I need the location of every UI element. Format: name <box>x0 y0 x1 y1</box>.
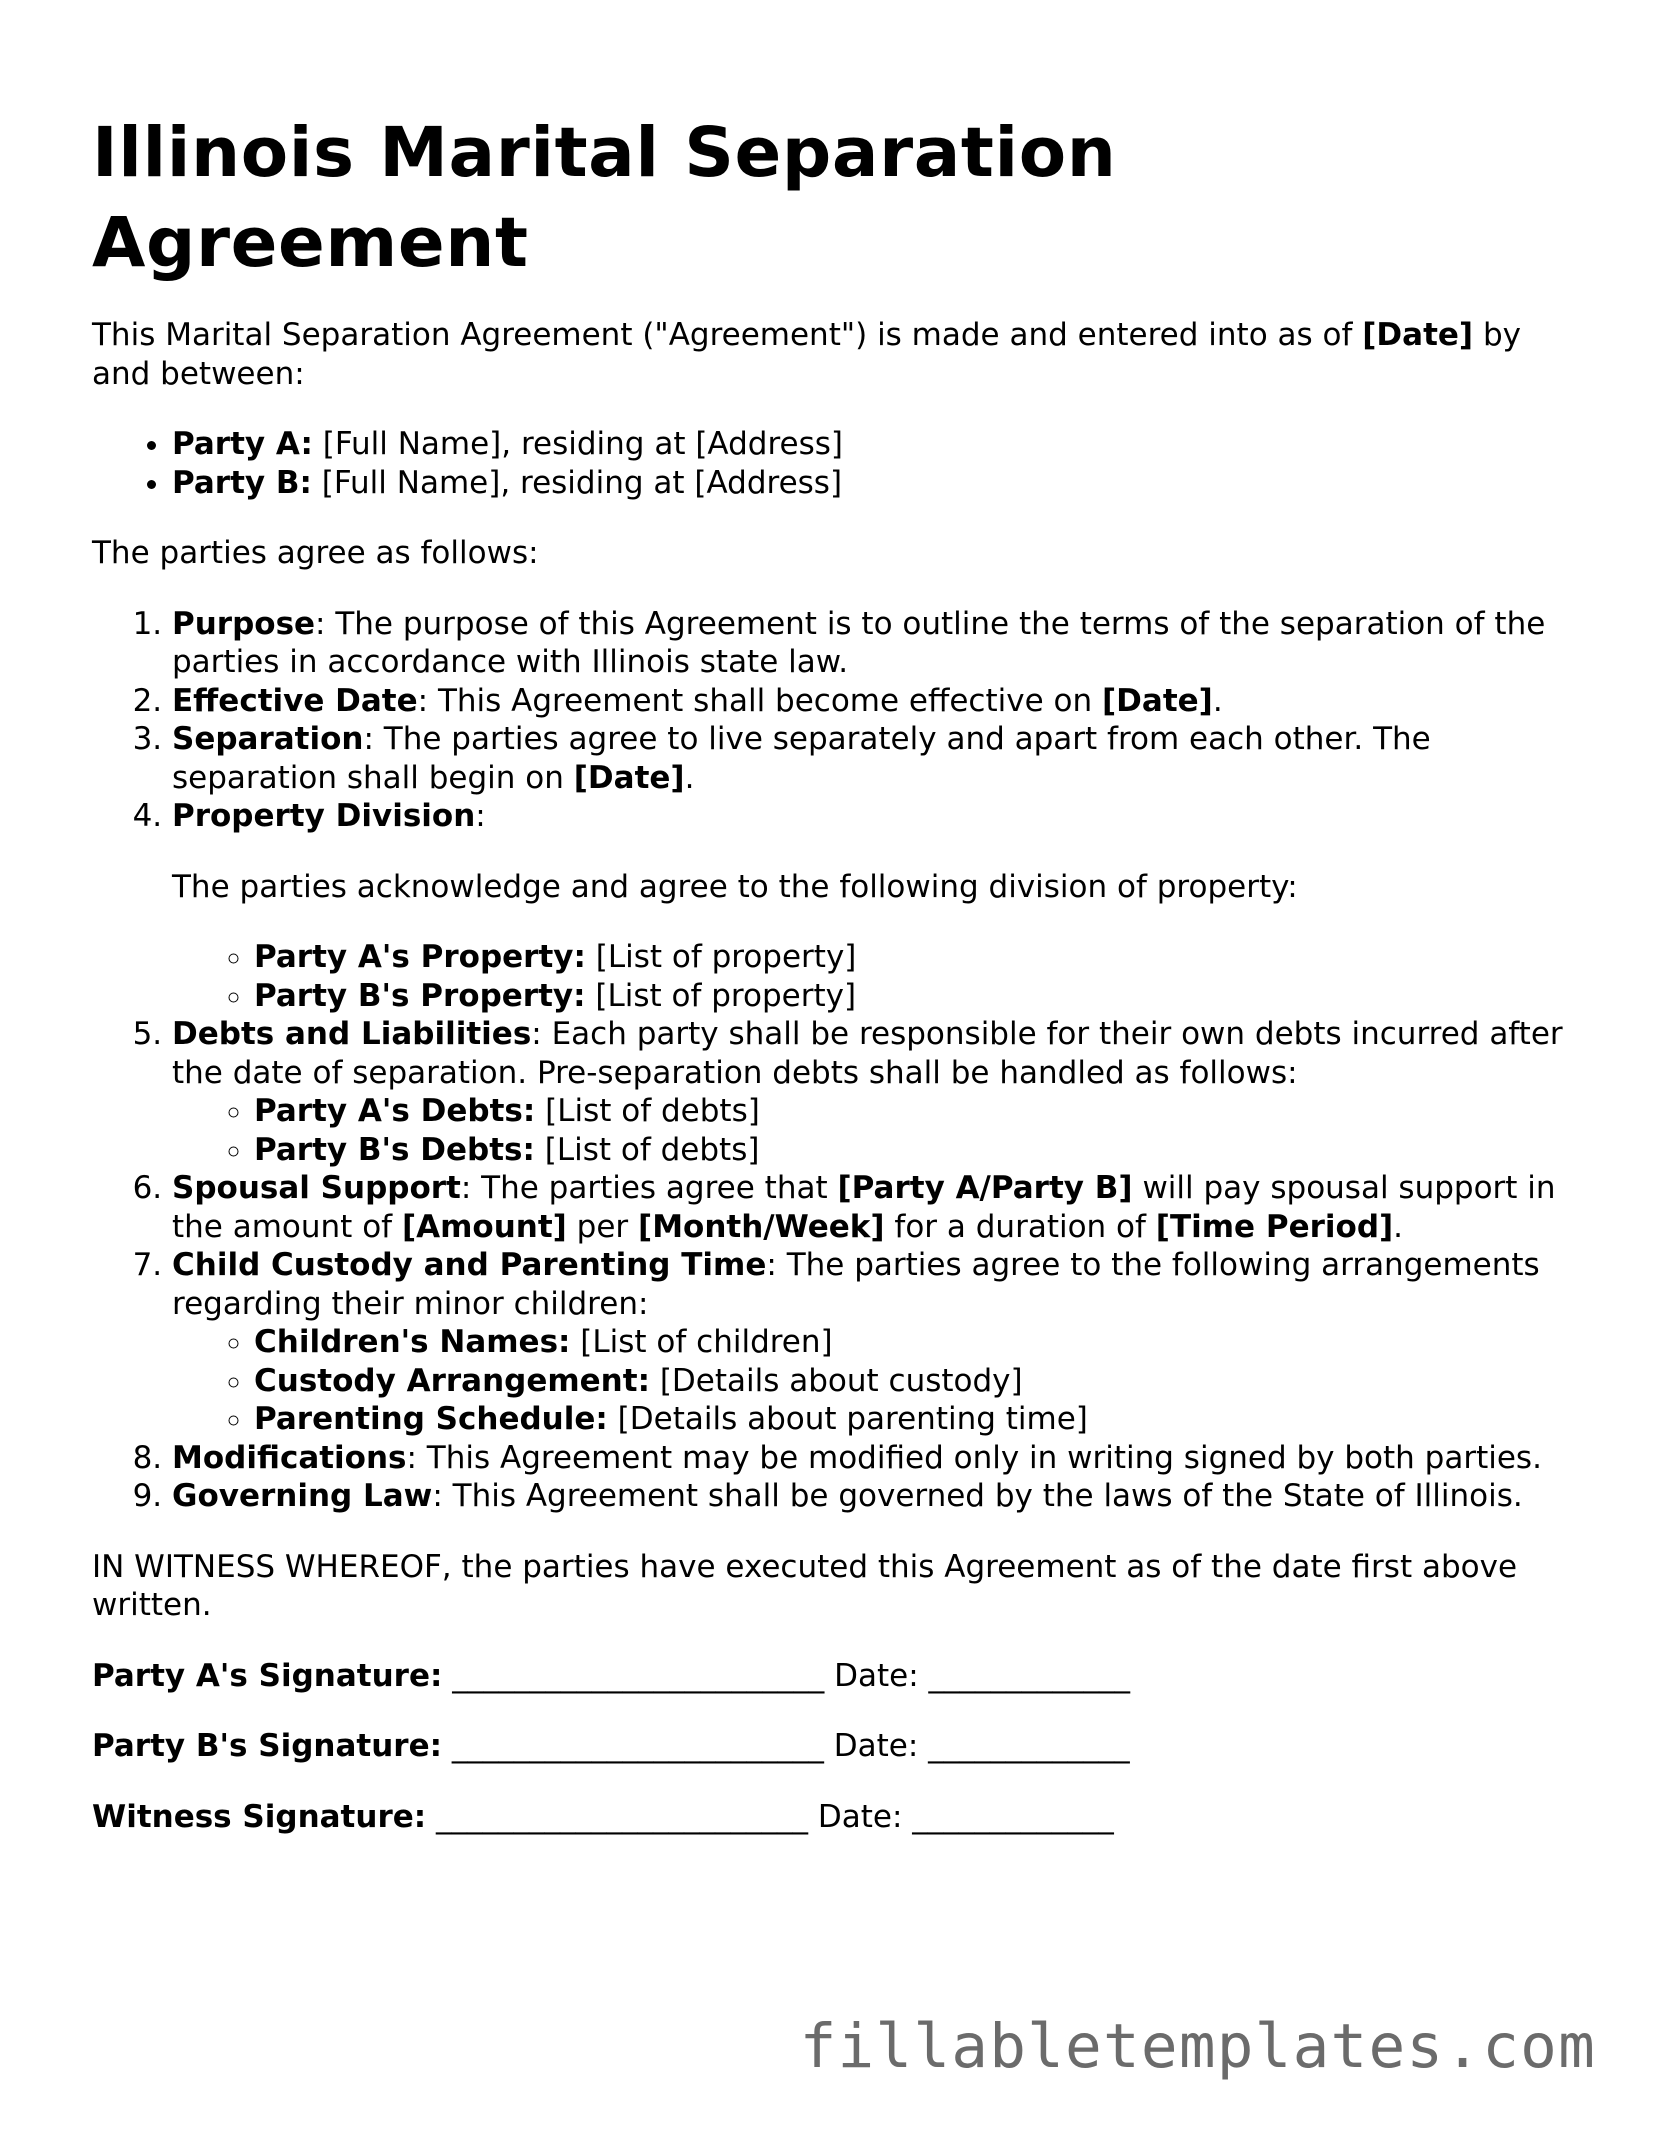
effective-date-placeholder: [Date] <box>1102 682 1213 719</box>
signature-party-b-line[interactable]: ________________________ <box>442 1728 834 1764</box>
custody-item-schedule-text: [Details about parenting time] <box>607 1401 1088 1437</box>
signature-party-a-date-label: Date: <box>834 1657 919 1694</box>
term-modifications-text: : This Agreement may be modified only in writing signed by both parties. <box>406 1439 1542 1476</box>
support-duration-placeholder: [Time Period] <box>1155 1208 1394 1245</box>
term-purpose <box>172 605 1572 682</box>
intro-text-end: by and between: <box>92 317 1521 392</box>
signature-witness-label: Witness Signature: <box>92 1798 427 1835</box>
term-governing-law <box>172 1477 1572 1516</box>
custody-item-schedule-label: Parenting Schedule: <box>254 1401 608 1437</box>
support-frequency-placeholder: [Month/Week] <box>638 1208 885 1245</box>
term-purpose-label: Purpose <box>172 605 316 642</box>
custody-item-schedule <box>254 1400 1572 1439</box>
term-modifications-label: Modifications <box>172 1439 407 1476</box>
term-property-colon: : <box>475 798 486 834</box>
property-item-b <box>254 977 1572 1016</box>
property-item-a-text: [List of property] <box>585 939 857 975</box>
term-effective-date-end: . <box>1212 682 1223 719</box>
term-modifications <box>172 1439 1572 1478</box>
debts-item-b-text: [List of debts] <box>534 1131 760 1168</box>
custody-item-children-label: Children's Names: <box>254 1324 571 1360</box>
party-a-label: Party A: <box>172 426 313 462</box>
debts-sublist <box>172 1092 1572 1169</box>
agree-paragraph: The parties agree as follows: <box>92 535 539 571</box>
term-custody-text: : The parties agree to the following arrangements regarding their minor children: <box>172 1247 1540 1322</box>
term-governing-law-text: : This Agreement shall be governed by the laws of the State of Illinois. <box>432 1478 1523 1514</box>
signature-witness-date-label: Date: <box>817 1798 903 1835</box>
support-amount-placeholder: [Amount] <box>401 1208 567 1245</box>
term-separation-text: : The parties agree to live separately and apart from each other. The separation shall begin on <box>172 721 1431 796</box>
witness-paragraph: IN WITNESS WHEREOF, the parties have executed this Agreement as of the date first above written. <box>92 1548 1518 1623</box>
term-purpose-text: : The purpose of this Agreement is to outline the terms of the separation of the parties in accordance with Illinois state law. <box>172 605 1546 680</box>
property-paragraph: The parties acknowledge and agree to the following division of property: <box>172 868 1298 905</box>
separation-date-placeholder: [Date] <box>573 759 685 796</box>
signature-party-b-date-line[interactable]: _____________ <box>918 1728 1130 1764</box>
support-text-3: per <box>566 1208 639 1245</box>
signature-row-party-b <box>92 1727 1572 1766</box>
custody-sublist <box>172 1323 1572 1439</box>
intro-paragraph <box>92 316 1572 393</box>
property-sublist <box>172 938 1572 1015</box>
document <box>92 108 1572 1836</box>
signature-witness-date-line[interactable]: _____________ <box>902 1798 1114 1835</box>
term-child-custody <box>172 1246 1572 1439</box>
signature-party-a-label: Party A's Signature: <box>92 1657 443 1694</box>
debts-item-a <box>254 1092 1572 1131</box>
watermark-text: fillabletemplates.com <box>799 2011 1596 2082</box>
debts-item-b <box>254 1131 1572 1170</box>
debts-item-a-text: [List of debts] <box>535 1093 760 1129</box>
term-effective-date-label: Effective Date <box>172 682 418 719</box>
intro-text: This Marital Separation Agreement ("Agreement") is made and entered into as of <box>92 317 1363 353</box>
party-b-item <box>172 464 1572 503</box>
signature-witness-line[interactable]: ________________________ <box>426 1798 818 1835</box>
term-custody-label: Child Custody and Parenting Time <box>172 1247 767 1283</box>
term-separation-end: . <box>684 759 695 796</box>
custody-item-arrangement-label: Custody Arrangement: <box>254 1362 650 1399</box>
support-text-1: : The parties agree that <box>460 1170 838 1206</box>
term-effective-date <box>172 682 1572 721</box>
support-text-2: will pay spousal support in the amount of <box>172 1170 1556 1245</box>
term-property-division <box>172 797 1572 1015</box>
support-text-4: for a duration of <box>884 1208 1156 1245</box>
party-a-item <box>172 425 1572 464</box>
term-spousal-support <box>172 1169 1572 1246</box>
custody-item-arrangement <box>254 1362 1572 1401</box>
terms-list <box>92 605 1572 1516</box>
property-item-a-label: Party A's Property: <box>254 939 586 975</box>
term-debts-label: Debts and Liabilities <box>172 1016 532 1052</box>
signature-party-b-date-label: Date: <box>833 1728 919 1764</box>
party-b-text: [Full Name], residing at [Address] <box>311 464 843 501</box>
custody-item-arrangement-text: [Details about custody] <box>649 1362 1023 1399</box>
debts-item-a-label: Party A's Debts: <box>254 1093 536 1129</box>
term-property-label: Property Division <box>172 798 476 834</box>
party-a-text: [Full Name], residing at [Address] <box>312 426 843 462</box>
custody-item-children-text: [List of children] <box>570 1324 833 1360</box>
support-party-placeholder: [Party A/Party B] <box>837 1170 1133 1206</box>
signature-party-a-line[interactable]: ________________________ <box>442 1657 835 1694</box>
term-support-label: Spousal Support <box>172 1170 461 1206</box>
signature-party-a-date-line[interactable]: _____________ <box>918 1657 1130 1694</box>
support-text-5: . <box>1393 1208 1404 1245</box>
custody-item-children <box>254 1323 1572 1362</box>
document-title: Illinois Marital Separation Agreement <box>92 113 1117 283</box>
signature-row-party-a <box>92 1657 1572 1696</box>
term-debts <box>172 1015 1572 1169</box>
parties-list <box>92 425 1572 502</box>
term-separation <box>172 720 1572 797</box>
property-item-b-label: Party B's Property: <box>254 977 586 1014</box>
property-item-b-text: [List of property] <box>585 977 857 1014</box>
term-effective-date-text: : This Agreement shall become effective on <box>417 682 1102 719</box>
property-item-a <box>254 938 1572 977</box>
signature-row-witness <box>92 1798 1572 1837</box>
party-b-label: Party B: <box>172 464 312 501</box>
term-separation-label: Separation <box>172 721 364 757</box>
debts-item-b-label: Party B's Debts: <box>254 1131 535 1168</box>
signature-party-b-label: Party B's Signature: <box>92 1728 443 1764</box>
term-debts-text: : Each party shall be responsible for their own debts incurred after the date of separation. Pre-separation debts shall be handled as follows: <box>172 1016 1563 1091</box>
intro-date-placeholder: [Date] <box>1362 317 1474 353</box>
term-governing-law-label: Governing Law <box>172 1478 433 1514</box>
